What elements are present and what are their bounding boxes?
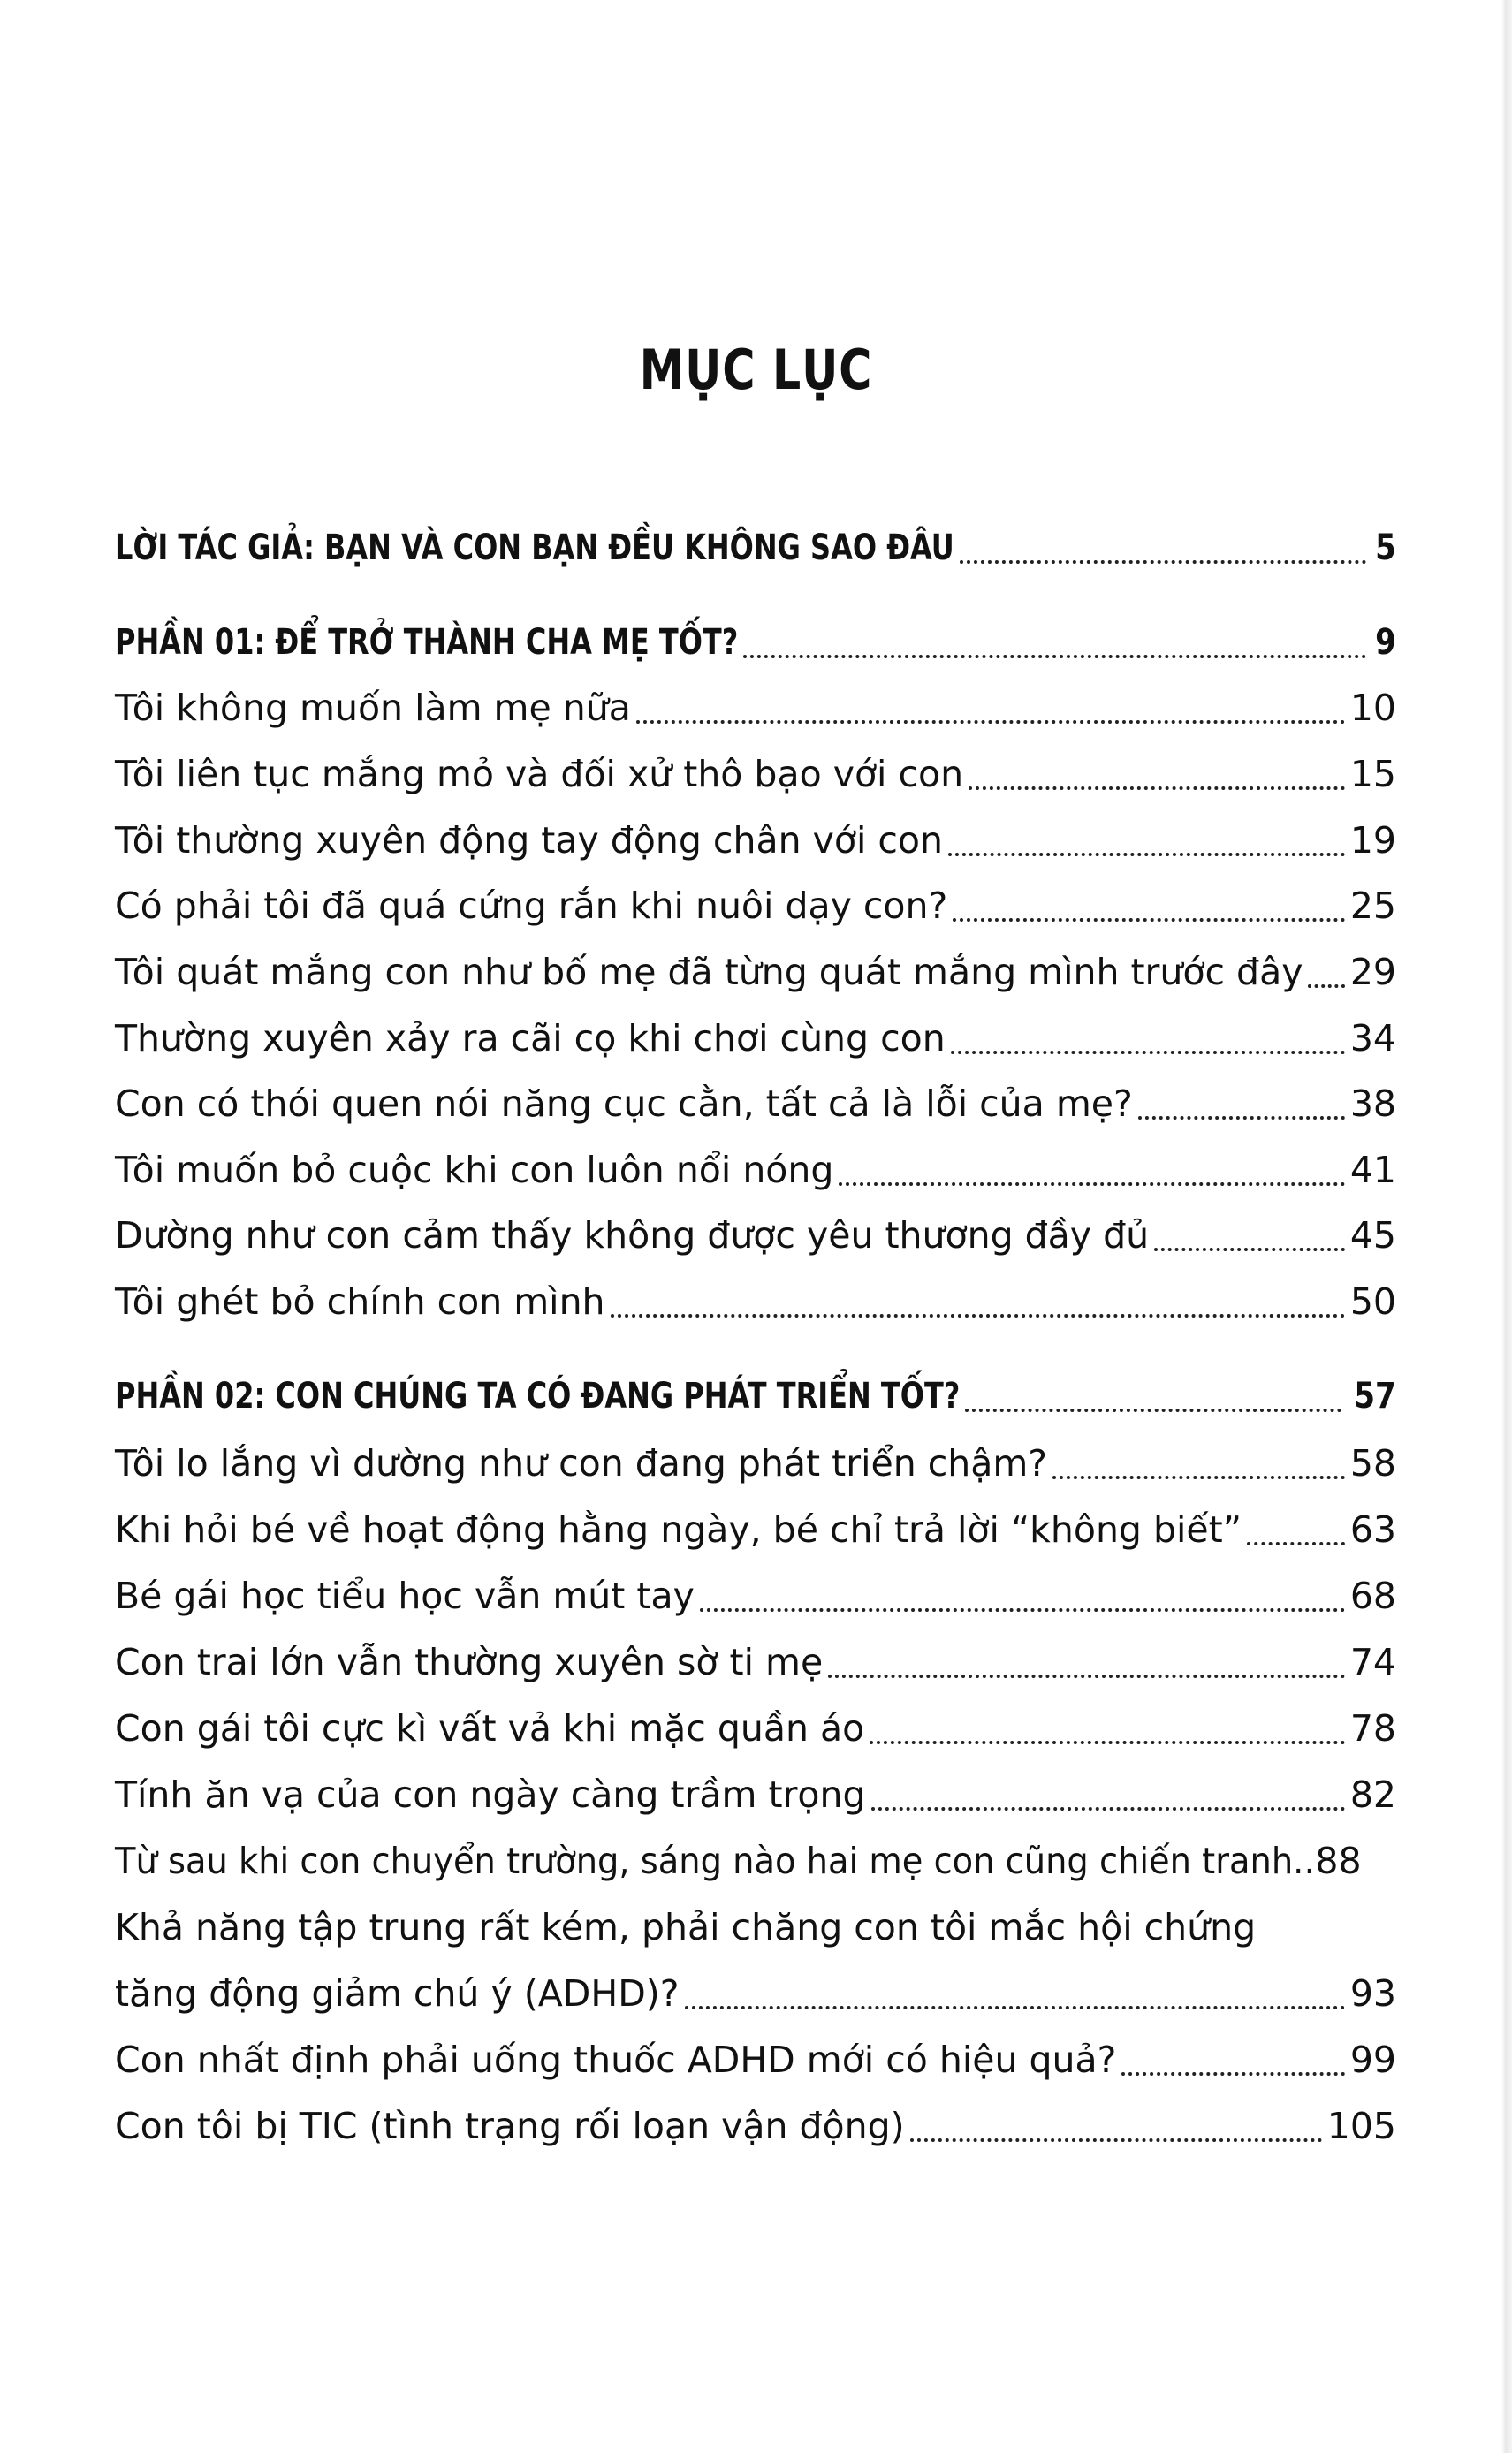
toc-entry-label: tăng động giảm chú ý (ADHD)?: [115, 1972, 680, 2015]
dot-leader: [1121, 2072, 1344, 2076]
toc-entry-label: PHẦN 01: ĐỂ TRỞ THÀNH CHA MẸ TỐT?: [115, 622, 739, 663]
toc-entry-label: Tôi quát mắng con như bố mẹ đã từng quát mắng mình trước đây: [115, 951, 1303, 993]
toc-page-number: .88: [1303, 1840, 1362, 1882]
dot-leader: [828, 1675, 1345, 1678]
dot-leader: [839, 1182, 1344, 1186]
toc-entry[interactable]: [115, 1143, 1396, 1196]
dot-leader: [870, 1741, 1345, 1744]
toc-entry[interactable]: [115, 1209, 1396, 1262]
toc-entry-label: Con trai lớn vẫn thường xuyên sờ ti mẹ: [115, 1641, 824, 1683]
toc-page-number: 38: [1349, 1082, 1396, 1125]
toc-entry[interactable]: [115, 1636, 1396, 1689]
dot-leader: [636, 720, 1345, 724]
toc-page-number: 93: [1349, 1972, 1396, 2015]
toc-entry-label: Tôi thường xuyên động tay động chân với con: [115, 819, 943, 862]
toc-entry[interactable]: [115, 1503, 1396, 1556]
toc-page-number: 45: [1349, 1214, 1396, 1257]
toc-entry[interactable]: [115, 946, 1396, 999]
dot-leader: [960, 560, 1366, 564]
toc-page-number: 34: [1349, 1017, 1396, 1059]
toc-entry-label: Con nhất định phải uống thuốc ADHD mới có hiệu quả?: [115, 2039, 1117, 2081]
dot-leader: [1138, 1116, 1345, 1120]
toc-entry-label: Từ sau khi con chuyển trường, sáng nào hai mẹ con cũng chiến tranh.: [115, 1840, 1304, 1882]
dot-leader: [871, 1807, 1345, 1811]
dot-leader: [910, 2138, 1322, 2142]
toc-entry[interactable]: [115, 879, 1396, 932]
toc-entry-label: Con có thói quen nói năng cục cằn, tất cả là lỗi của mẹ?: [115, 1082, 1133, 1125]
dot-leader: [700, 1608, 1345, 1612]
toc-page-number: 74: [1349, 1641, 1396, 1683]
toc-entry[interactable]: [115, 1702, 1396, 1755]
toc-entry-label: Tôi muốn bỏ cuộc khi con luôn nổi nóng: [115, 1149, 834, 1191]
toc-page-number: 58: [1349, 1442, 1396, 1485]
toc-entry-label: Tôi không muốn làm mẹ nữa: [115, 687, 631, 729]
toc-entry-line-1[interactable]: [115, 1901, 1396, 1954]
toc-entry[interactable]: [115, 1834, 1396, 1887]
dot-leader: [965, 1409, 1341, 1412]
toc-page-number: 57: [1354, 1376, 1396, 1416]
toc-entry[interactable]: [115, 681, 1396, 734]
toc-page-number: 105: [1326, 2105, 1396, 2147]
toc-page-number: 82: [1349, 1773, 1396, 1816]
toc-page-number: 29: [1349, 951, 1396, 993]
dot-leader: [953, 918, 1345, 922]
toc-entry-label: Thường xuyên xảy ra cãi cọ khi chơi cùng con: [115, 1017, 946, 1059]
toc-part-01-heading[interactable]: [115, 616, 1396, 669]
toc-page-number: 50: [1349, 1280, 1396, 1323]
dot-leader: [685, 2006, 1345, 2009]
page-edge-shadow: [1501, 0, 1512, 2453]
toc-entry[interactable]: [115, 1275, 1396, 1328]
toc-entry[interactable]: [115, 1012, 1396, 1065]
toc-page-number: 9: [1375, 622, 1396, 663]
dot-leader: [969, 786, 1345, 790]
toc-entry-label: Dường như con cảm thấy không được yêu thương đầy đủ: [115, 1214, 1150, 1257]
dot-leader: [1154, 1248, 1345, 1251]
dot-leader: [948, 853, 1345, 856]
dot-leader: [951, 1051, 1345, 1054]
dot-leader: [1247, 1542, 1345, 1545]
toc-entry[interactable]: [115, 2100, 1396, 2153]
toc-entry-line-2[interactable]: [115, 1967, 1396, 2020]
dot-leader: [1308, 984, 1344, 988]
dot-leader: [611, 1314, 1345, 1318]
toc-entry-label: Tôi liên tục mắng mỏ và đối xử thô bạo với con: [115, 753, 964, 795]
toc-entry-label: Tính ăn vạ của con ngày càng trầm trọng: [115, 1773, 866, 1816]
toc-page-number: 19: [1349, 819, 1396, 862]
toc-entry-label: Bé gái học tiểu học vẫn mút tay: [115, 1575, 695, 1617]
toc-page-number: 99: [1349, 2039, 1396, 2081]
toc-page-number: 10: [1349, 687, 1396, 729]
toc-entry-label: LỜI TÁC GIẢ: BẠN VÀ CON BẠN ĐỀU KHÔNG SAO ĐÂU: [115, 528, 954, 568]
page-title: MỤC LỤC: [639, 338, 873, 402]
dot-leader: [1052, 1476, 1345, 1479]
dot-leader: [743, 655, 1366, 658]
toc-entry-label: Khả năng tập trung rất kém, phải chăng con tôi mắc hội chứng: [115, 1906, 1257, 1948]
toc-page-number: 68: [1349, 1575, 1396, 1617]
toc-entry-label: Con gái tôi cực kì vất vả khi mặc quần áo: [115, 1707, 865, 1750]
toc-entry[interactable]: [115, 748, 1396, 801]
toc-entry-label: Khi hỏi bé về hoạt động hằng ngày, bé chỉ trả lời “không biết”: [115, 1508, 1242, 1551]
toc-entry-label: Tôi ghét bỏ chính con mình: [115, 1280, 605, 1323]
toc-page-number: 25: [1349, 885, 1396, 927]
toc-page-number: 5: [1375, 528, 1396, 568]
toc-page-number: 78: [1349, 1707, 1396, 1750]
toc-page-number: 63: [1349, 1508, 1396, 1551]
toc-page-number: 41: [1349, 1149, 1396, 1191]
toc-page-number: 15: [1349, 753, 1396, 795]
toc-entry[interactable]: [115, 814, 1396, 867]
toc-entry-author-note[interactable]: [115, 521, 1396, 574]
toc-entry[interactable]: [115, 1569, 1396, 1622]
toc-entry-label: Con tôi bị TIC (tình trạng rối loạn vận động): [115, 2105, 905, 2147]
toc-entry[interactable]: [115, 1768, 1396, 1821]
toc-entry-label: PHẦN 02: CON CHÚNG TA CÓ ĐANG PHÁT TRIỂN TỐT?: [115, 1376, 961, 1416]
toc-entry[interactable]: [115, 1437, 1396, 1490]
toc-entry-label: Có phải tôi đã quá cứng rắn khi nuôi dạy con?: [115, 885, 948, 927]
toc-entry-label: Tôi lo lắng vì dường như con đang phát triển chậm?: [115, 1442, 1048, 1485]
toc-part-02-heading[interactable]: [115, 1370, 1396, 1423]
toc-entry[interactable]: [115, 2033, 1396, 2086]
toc-entry[interactable]: [115, 1077, 1396, 1130]
